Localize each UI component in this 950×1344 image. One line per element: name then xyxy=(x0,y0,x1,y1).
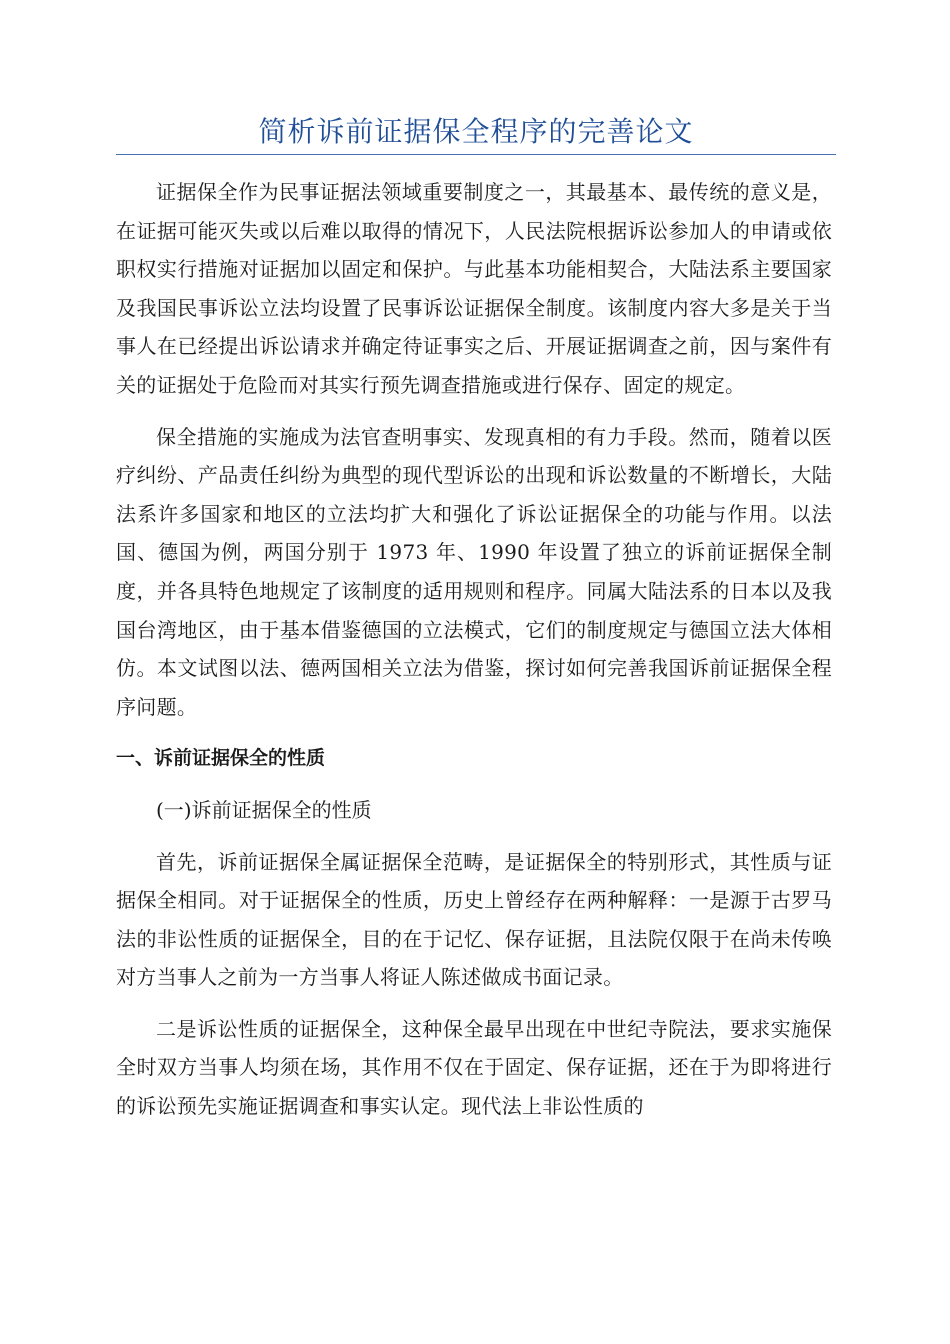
paragraph-spacer xyxy=(116,405,832,418)
subsection-heading-1: (一)诉前证据保全的性质 xyxy=(156,797,372,822)
document-title: 简析诉前证据保全程序的完善论文 xyxy=(258,115,694,148)
paragraph-spacer xyxy=(116,997,832,1010)
paragraph-spacer xyxy=(116,726,832,739)
paragraph-1: 证据保全作为民事证据法领域重要制度之一，其最基本、最传统的意义是，在证据可能灭失或以后难以取得的情况下，人民法院根据诉讼参加人的申请或依职权实行措施对证据加以固定和保护。与此基本功能相契合，大陆法系主要国家及我国民事诉讼立法均设置了民事诉讼证据保全制度。该制度内容大多是关于当事人在已经提出诉讼请求并确定待证事实之后、开展证据调查之前，因与案件有关的证据处于危险而对其实行预先调查措施或进行保存、固定的规定。 xyxy=(116,180,832,397)
paragraph-4: 二是诉讼性质的证据保全，这种保全最早出现在中世纪寺院法，要求实施保全时双方当事人均须在场，其作用不仅在于固定、保存证据，还在于为即将进行的诉讼预先实施证据调查和事实认定。现代法上非讼性质的 xyxy=(116,1016,832,1119)
section-heading-1: 一、诉前证据保全的性质 xyxy=(116,747,326,770)
paragraph-spacer xyxy=(116,778,832,791)
document-body xyxy=(116,173,832,1126)
paragraph-spacer xyxy=(116,830,832,843)
title-underline xyxy=(116,154,836,155)
paragraph-2: 保全措施的实施成为法官查明事实、发现真相的有力手段。然而，随着以医疗纠纷、产品责任纠纷为典型的现代型诉讼的出现和诉讼数量的不断增长，大陆法系许多国家和地区的立法均扩大和强化了诉讼证据保全的功能与作用。以法国、德国为例，两国分别于 1973 年、1990 年设置了独立的诉前证据保全制度，并各具特色地规定了该制度的适用规则和程序。同属大陆法系的日本以及我国台湾地区，由于基本借鉴德国的立法模式，它们的制度规定与德国立法大体相仿。本文试图以法、德两国相关立法为借鉴，探讨如何完善我国诉前证据保全程序问题。 xyxy=(116,424,832,719)
paragraph-3: 首先，诉前证据保全属证据保全范畴，是证据保全的特别形式，其性质与证据保全相同。对于证据保全的性质，历史上曾经存在两种解释：一是源于古罗马法的非讼性质的证据保全，目的在于记忆、保存证据，且法院仅限于在尚未传唤对方当事人之前为一方当事人将证人陈述做成书面记录。 xyxy=(116,849,832,990)
